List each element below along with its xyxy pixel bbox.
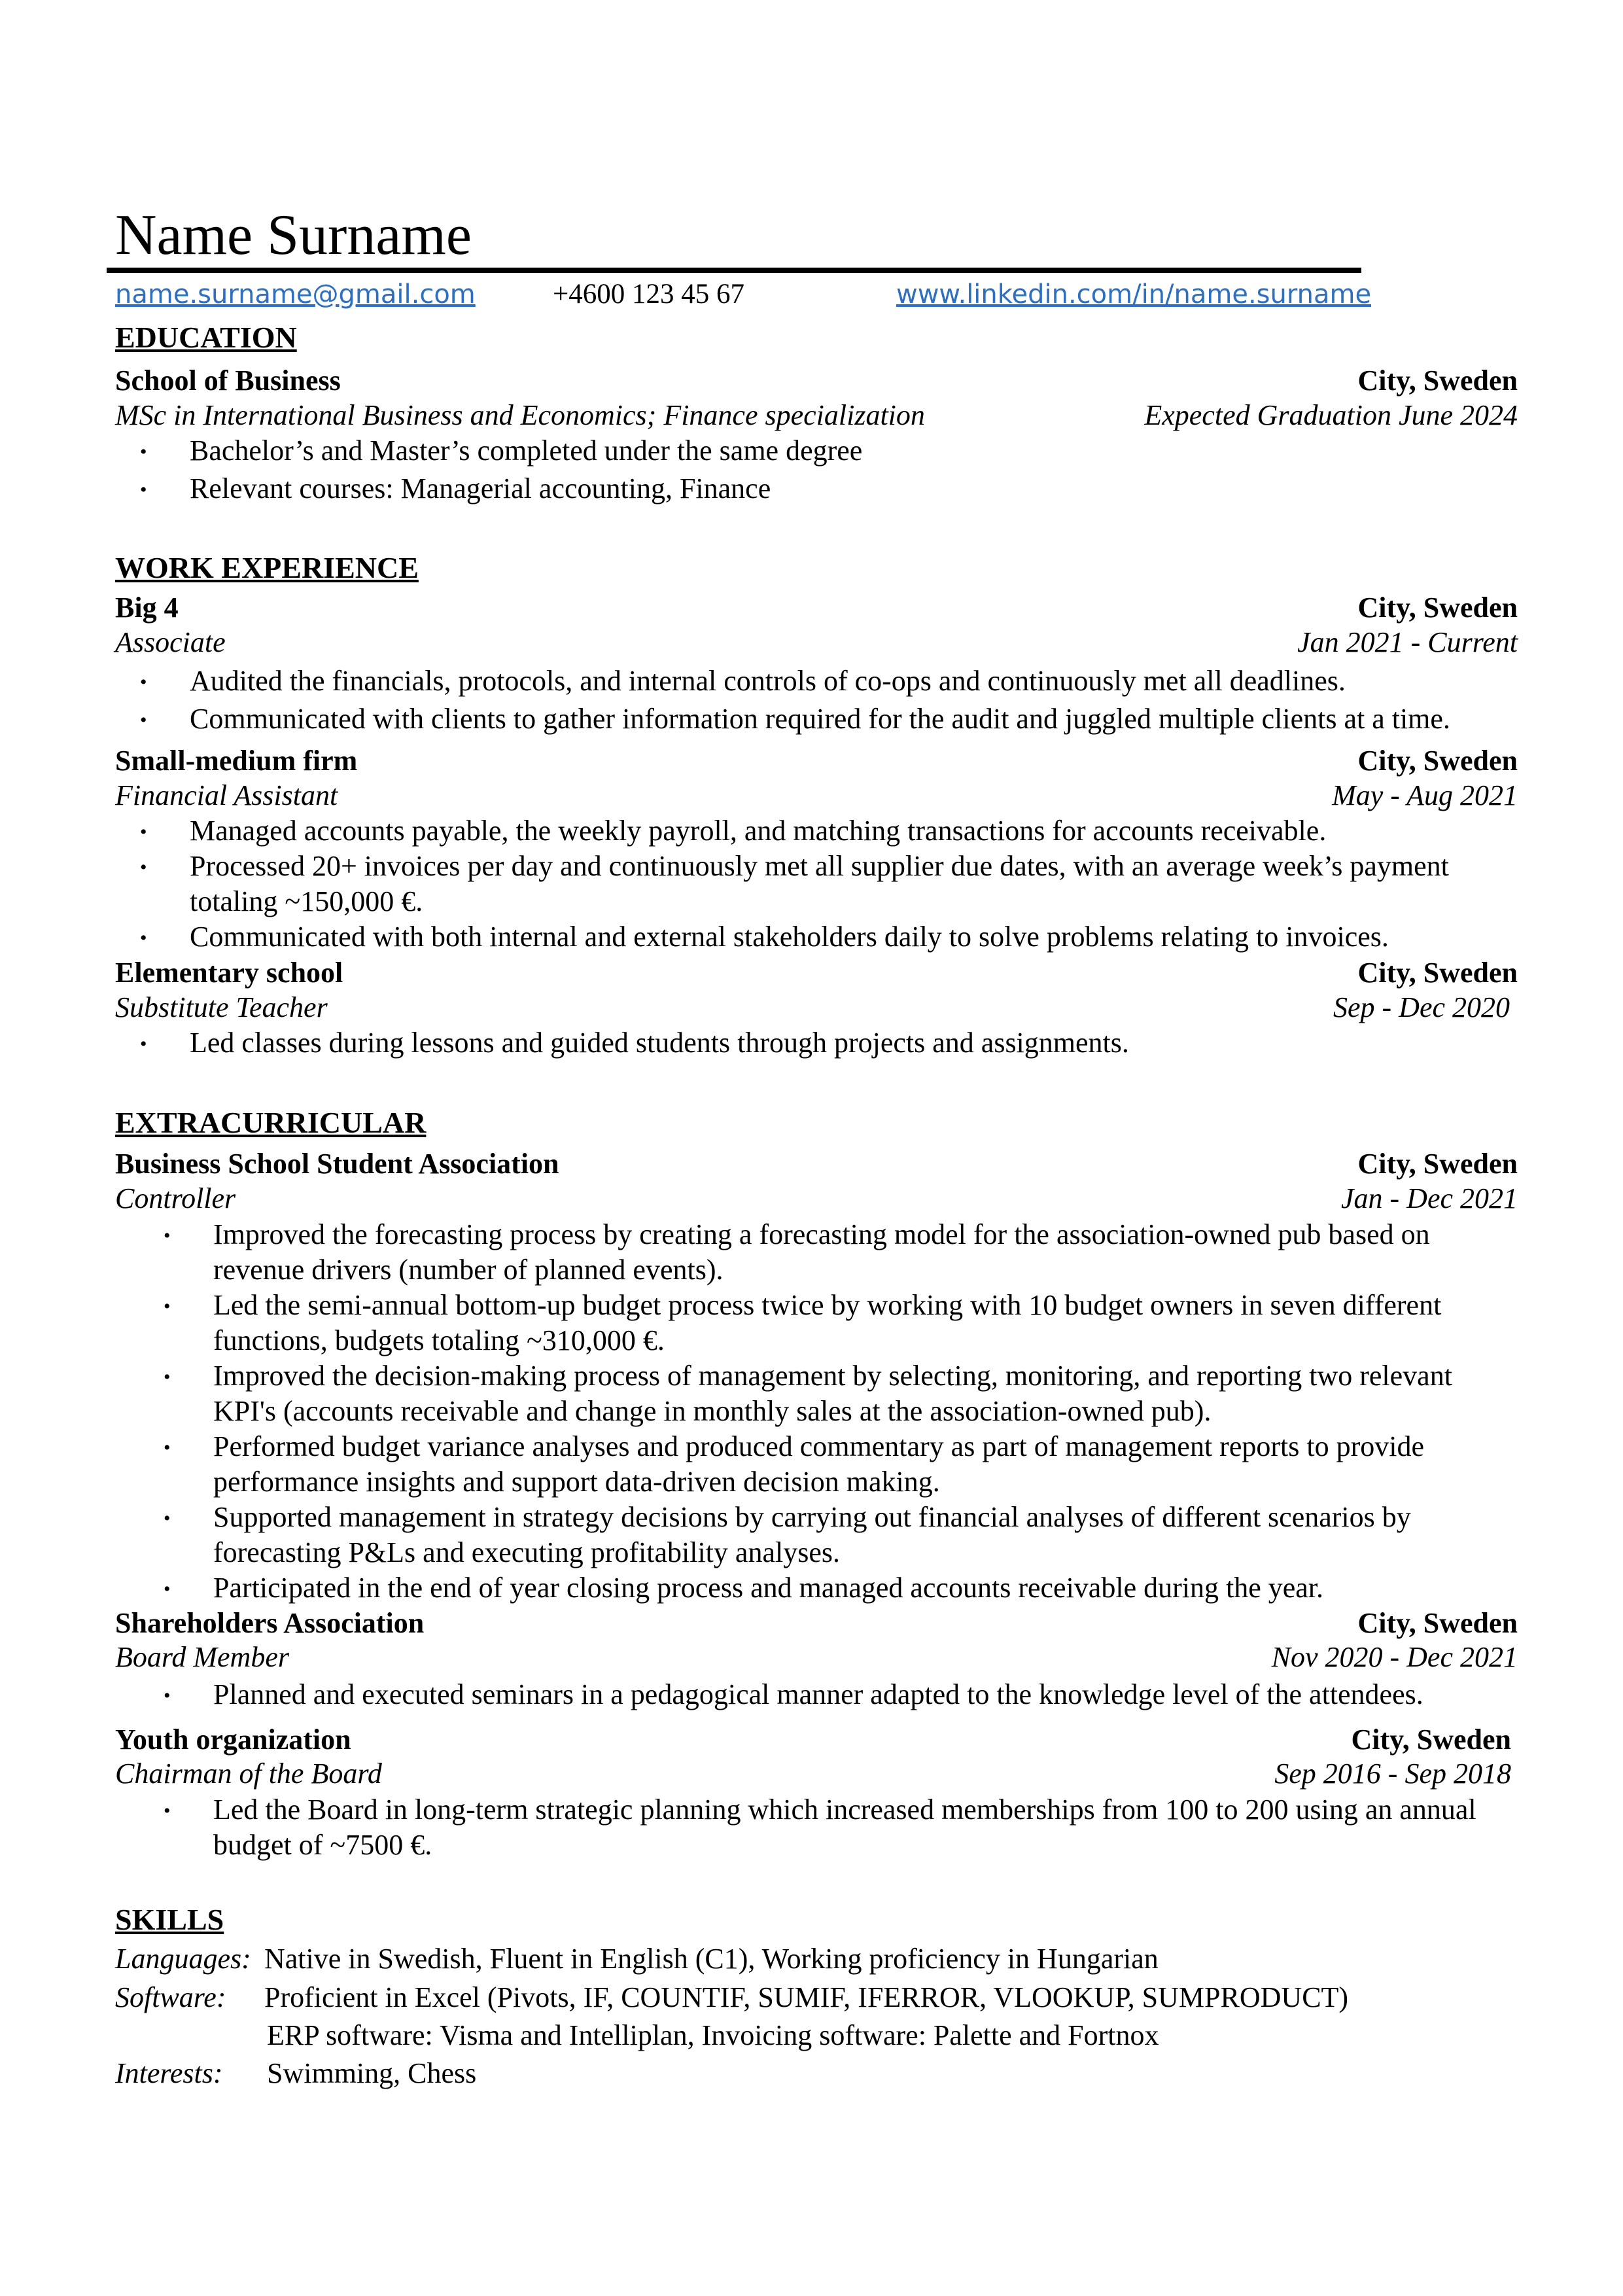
interests-value: Swimming, Chess (267, 2057, 477, 2089)
job-role-row (115, 778, 1518, 813)
job-org-row (115, 955, 1518, 991)
skills-heading: SKILLS (115, 1903, 224, 1936)
education-school: School of Business (115, 364, 341, 397)
job-org-row (115, 743, 1518, 779)
education-degree: MSc in International Business and Economics; Finance specialization (115, 399, 925, 431)
list-item: • Bachelor’s and Master’s completed under the same degree (190, 433, 1531, 468)
activity-org-row (115, 1146, 1518, 1182)
list-item: • Managed accounts payable, the weekly payroll, and matching transactions for accounts receivable. (190, 813, 1531, 849)
activity-date: Nov 2020 - Dec 2021 (1271, 1641, 1518, 1673)
work-heading: WORK EXPERIENCE (115, 551, 419, 584)
job-org: Elementary school (115, 957, 343, 989)
job-role: Associate (115, 626, 226, 658)
activity-role-row (115, 1756, 1511, 1792)
job-bullets (190, 813, 1531, 955)
education-date: Expected Graduation June 2024 (1144, 399, 1518, 431)
job-org: Small-medium firm (115, 745, 358, 777)
languages-label: Languages: (115, 1943, 251, 1975)
activity-bullets (213, 1792, 1522, 1863)
job-role-row (115, 990, 1510, 1025)
activity-org-row (115, 1722, 1511, 1757)
job-role: Substitute Teacher (115, 991, 328, 1023)
activity-location: City, Sweden (1357, 1607, 1518, 1639)
phone-number: +4600 123 45 67 (553, 279, 745, 309)
list-item: • Led the Board in long-term strategic planning which increased memberships from 100 to 200 using an annual budget of ~7500 €. (213, 1792, 1489, 1863)
list-item: • Processed 20+ invoices per day and continuously met all supplier due dates, with an average week’s payment totaling ~150,000 €. (190, 849, 1537, 919)
activity-org: Youth organization (115, 1723, 351, 1756)
job-role-row (115, 625, 1518, 660)
activity-location: City, Sweden (1357, 1148, 1518, 1180)
job-date: Sep - Dec 2020 (1333, 991, 1510, 1023)
list-item: • Audited the financials, protocols, and internal controls of co-ops and continuously met all deadlines. (190, 663, 1531, 699)
activity-date: Sep 2016 - Sep 2018 (1274, 1757, 1511, 1790)
languages-value: Native in Swedish, Fluent in English (C1), Working proficiency in Hungarian (264, 1943, 1159, 1975)
software-value-line1: Proficient in Excel (Pivots, IF, COUNTIF, SUMIF, IFERROR, VLOOKUP, SUMPRODUCT) (264, 1981, 1349, 2013)
list-item: • Led the semi-annual bottom-up budget process twice by working with 10 budget owners in seven different functions, budgets totaling ~310,000 €. (213, 1288, 1522, 1358)
job-role: Financial Assistant (115, 779, 338, 811)
job-date: May - Aug 2021 (1332, 779, 1518, 811)
list-item: • Planned and executed seminars in a pedagogical manner adapted to the knowledge level of the attendees. (213, 1677, 1522, 1712)
extracurricular-heading: EXTRACURRICULAR (115, 1106, 427, 1139)
email-link[interactable]: name.surname@gmail.com (115, 279, 476, 309)
job-date: Jan 2021 - Current (1297, 626, 1518, 658)
activity-role: Controller (115, 1182, 236, 1214)
education-school-row (115, 363, 1518, 398)
list-item: • Led classes during lessons and guided students through projects and assignments. (190, 1025, 1531, 1061)
activity-org: Business School Student Association (115, 1148, 559, 1180)
activity-role: Board Member (115, 1641, 289, 1673)
activity-location: City, Sweden (1351, 1723, 1511, 1756)
activity-role: Chairman of the Board (115, 1757, 382, 1790)
list-item: • Performed budget variance analyses and produced commentary as part of management reports to provide performance insights and support data-driven decision making. (213, 1429, 1522, 1500)
education-heading: EDUCATION (115, 321, 297, 354)
education-location: City, Sweden (1357, 364, 1518, 397)
software-label: Software: (115, 1981, 226, 2013)
list-item: • Communicated with both internal and external stakeholders daily to solve problems relating to invoices. (190, 919, 1531, 955)
linkedin-link[interactable]: www.linkedin.com/in/name.surname (896, 279, 1372, 309)
job-org: Big 4 (115, 592, 179, 624)
job-bullets (190, 663, 1531, 737)
list-item: • Participated in the end of year closing process and managed accounts receivable during the year. (213, 1570, 1522, 1606)
education-degree-row (115, 398, 1518, 433)
activity-bullets (213, 1217, 1522, 1606)
list-item: • Supported management in strategy decisions by carrying out financial analyses of different scenarios by forecasting P&Ls and executing profitability analyses. (213, 1500, 1522, 1570)
software-value-line2: ERP software: Visma and Intelliplan, Invoicing software: Palette and Fortnox (267, 2019, 1159, 2051)
activity-bullets (213, 1677, 1522, 1712)
job-org-row (115, 590, 1518, 626)
activity-org-row (115, 1606, 1518, 1641)
education-bullets (190, 433, 1531, 506)
activity-role-row (115, 1640, 1518, 1675)
activity-role-row (115, 1181, 1518, 1216)
header-rule (107, 268, 1361, 273)
candidate-name: Name Surname (115, 203, 472, 267)
list-item: • Communicated with clients to gather information required for the audit and juggled multiple clients at a time. (190, 701, 1531, 737)
list-item: • Relevant courses: Managerial accounting, Finance (190, 471, 1531, 506)
job-bullets (190, 1025, 1531, 1061)
activity-date: Jan - Dec 2021 (1340, 1182, 1518, 1214)
activity-org: Shareholders Association (115, 1607, 425, 1639)
job-location: City, Sweden (1357, 592, 1518, 624)
job-location: City, Sweden (1357, 957, 1518, 989)
list-item: • Improved the forecasting process by creating a forecasting model for the association-owned pub based on revenue drivers (number of planned events). (213, 1217, 1522, 1288)
interests-label: Interests: (115, 2057, 223, 2089)
list-item: • Improved the decision-making process of management by selecting, monitoring, and reporting two relevant KPI's (accounts receivable and change in monthly sales at the association-owned pub). (213, 1358, 1522, 1429)
job-location: City, Sweden (1357, 745, 1518, 777)
